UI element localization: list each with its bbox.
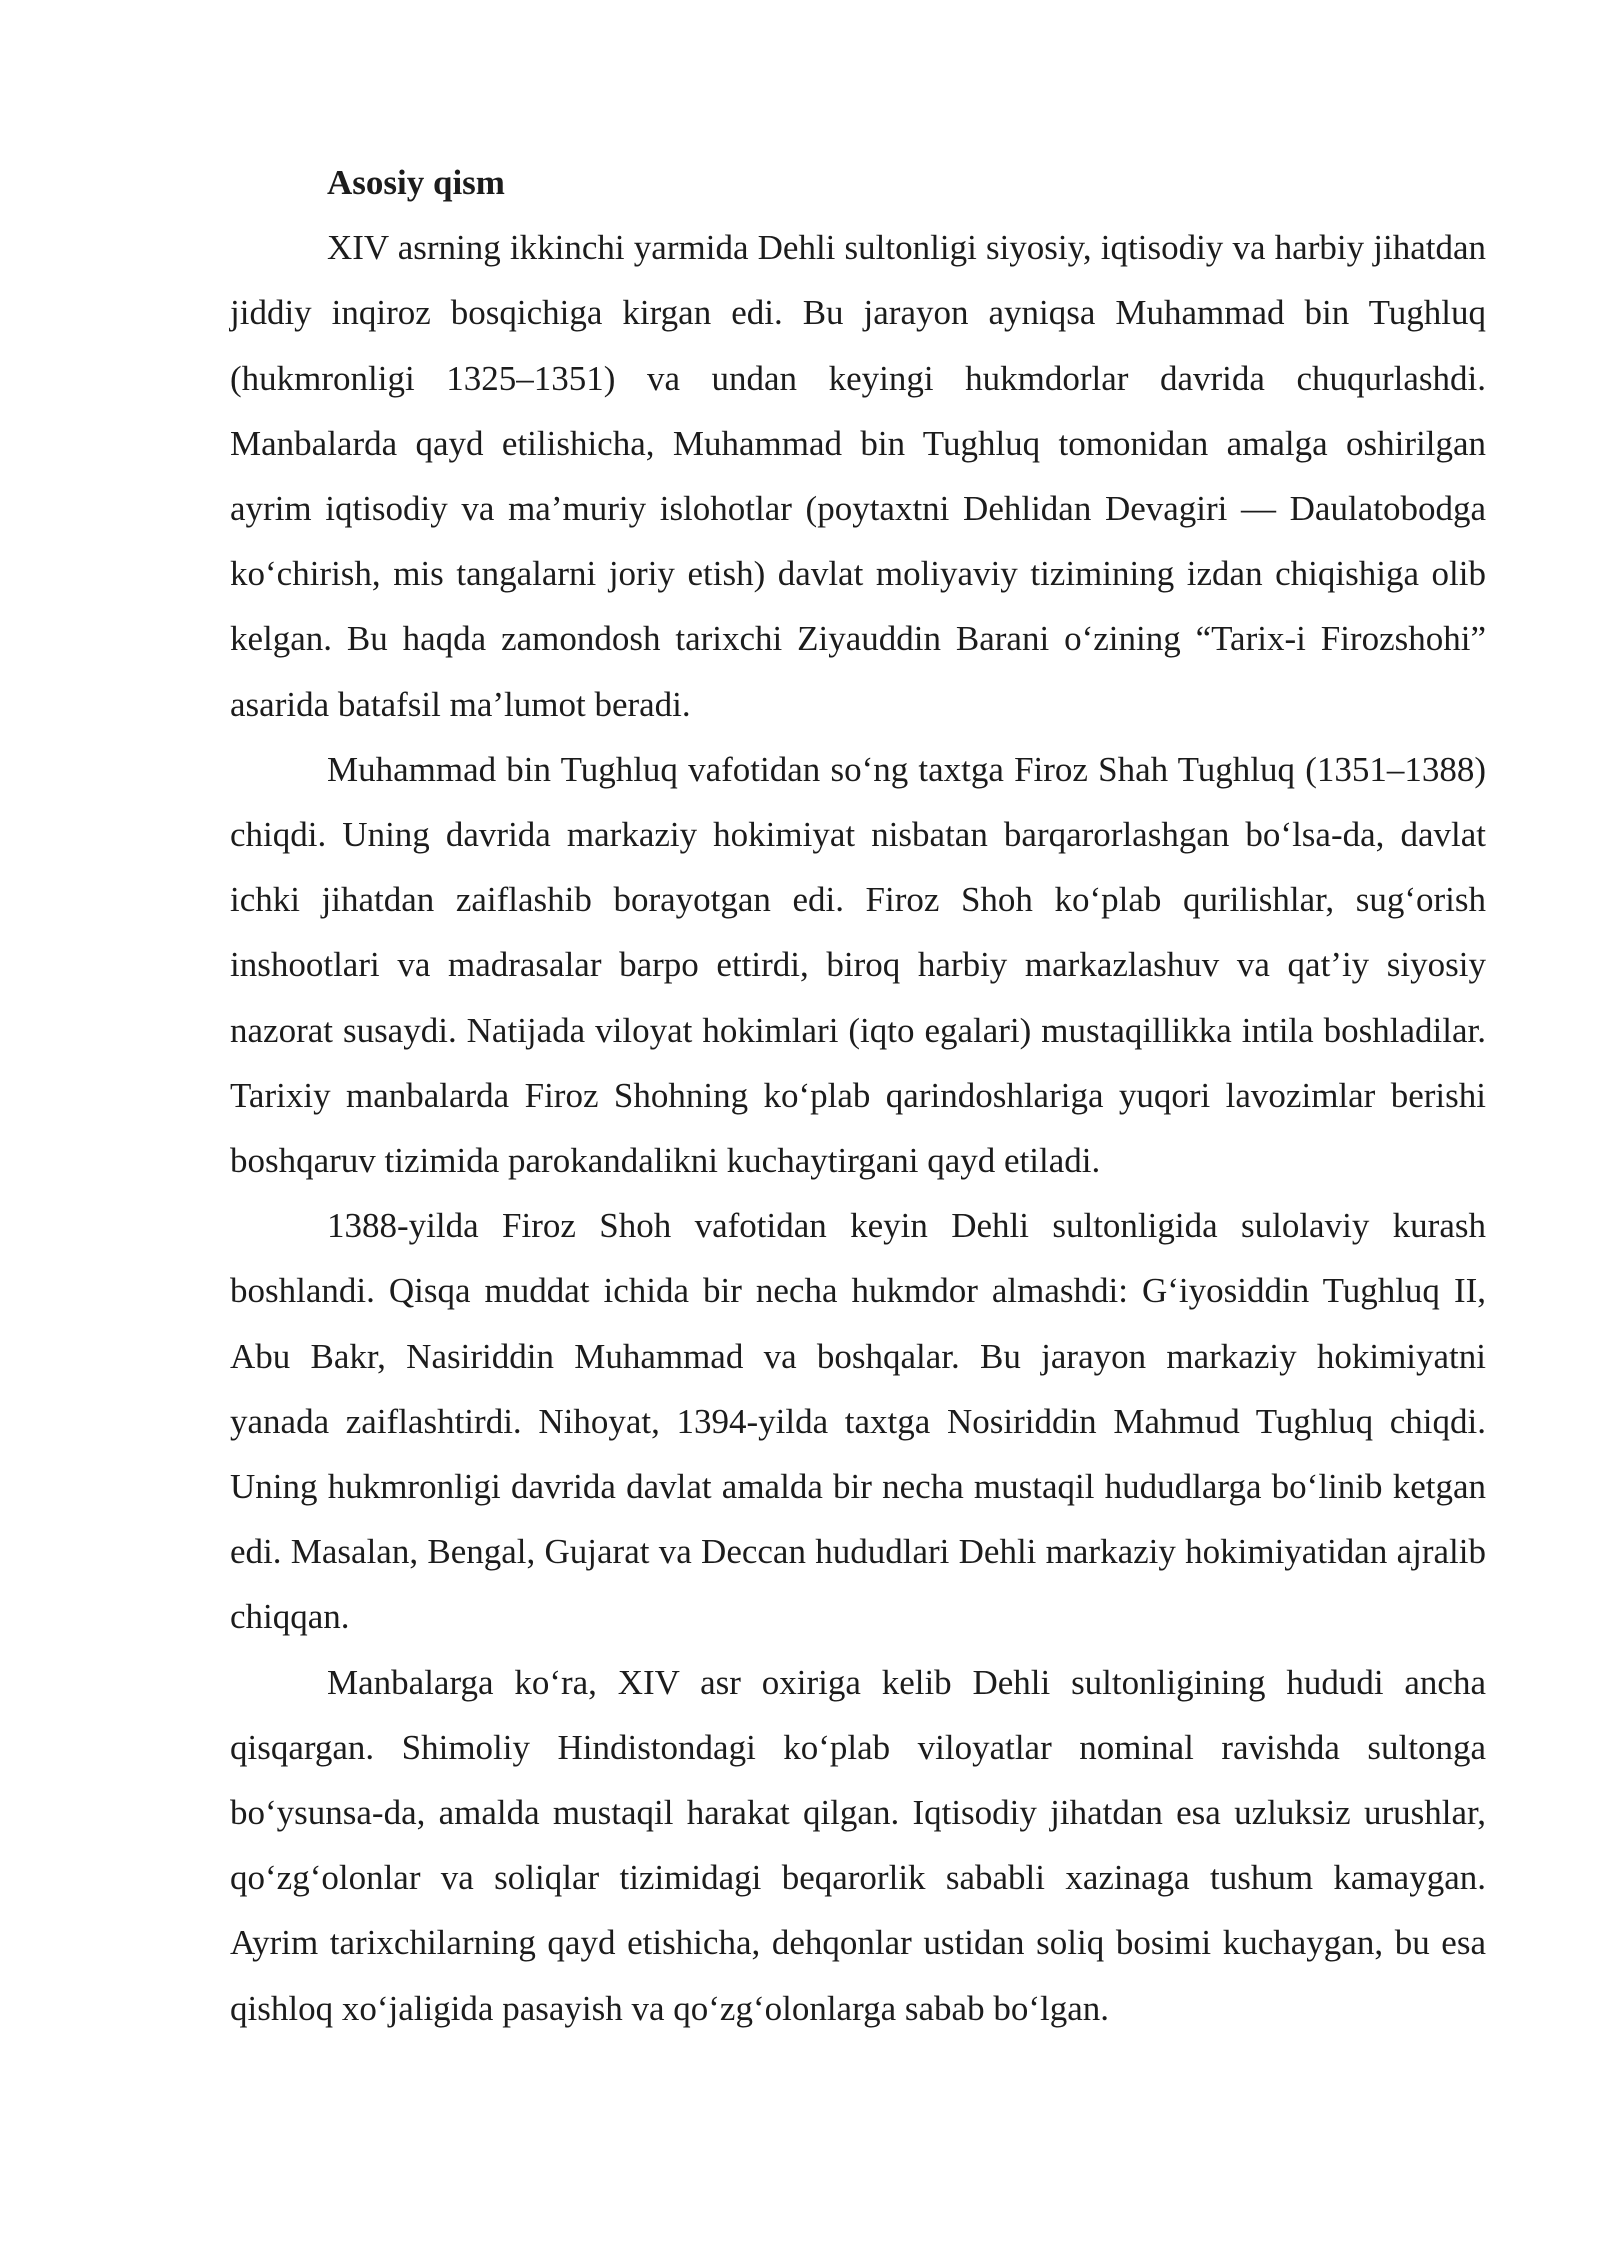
paragraph-2: Muhammad bin Tughluq vafotidan so‘ng taxtga Firoz Shah Tughluq (1351–1388) chiqdi. Uning davrida markaziy hokimiyat nisbatan barqarorlashgan bo‘lsa-da, davlat ichki jihatdan zaiflashib borayotgan edi. Firoz Shoh ko‘plab qurilishlar, sug‘orish inshootlari va madrasalar barpo ettirdi, biroq harbiy markazlashuv va qat’iy siyosiy nazorat susaydi. Natijada viloyat hokimlari (iqto egalari) mustaqillikka intila boshladilar. Tarixiy manbalarda Firoz Shohning ko‘plab qarindoshlariga yuqori lavozimlar berishi boshqaruv tizimida parokandalikni kuchaytirgani qayd etiladi.: [230, 749, 1486, 1181]
document-body: [230, 150, 1486, 2041]
section-heading: Asosiy qism: [327, 163, 505, 202]
paragraph-4: Manbalarga ko‘ra, XIV asr oxiriga kelib Dehli sultonligining hududi ancha qisqargan. Shimoliy Hindistondagi ko‘plab viloyatlar nominal ravishda sultonga bo‘ysunsa-da, amalda mustaqil harakat qilgan. Iqtisodiy jihatdan esa uzluksiz urushlar, qo‘zg‘olonlar va soliqlar tizimidagi beqarorlik sababli xazinaga tushum kamaygan. Ayrim tarixchilarning qayd etishicha, dehqonlar ustidan soliq bosimi kuchaygan, bu esa qishloq xo‘jaligida pasayish va qo‘zg‘olonlarga sabab bo‘lgan.: [230, 1662, 1486, 2028]
paragraph-1: XIV asrning ikkinchi yarmida Dehli sultonligi siyosiy, iqtisodiy va harbiy jihatdan jiddiy inqiroz bosqichiga kirgan edi. Bu jarayon ayniqsa Muhammad bin Tughluq (hukmronligi 1325–1351) va undan keyingi hukmdorlar davrida chuqurlashdi. Manbalarda qayd etilishicha, Muhammad bin Tughluq tomonidan amalga oshirilgan ayrim iqtisodiy va ma’muriy islohotlar (poytaxtni Dehlidan Devagiri — Daulatobodga ko‘chirish, mis tangalarni joriy etish) davlat moliyaviy tizimining izdan chiqishiga olib kelgan. Bu haqda zamondosh tarixchi Ziyauddin Barani o‘zining “Tarix-i Firozshohi” asarida batafsil ma’lumot beradi.: [230, 228, 1486, 724]
paragraph-3: 1388-yilda Firoz Shoh vafotidan keyin Dehli sultonligida sulolaviy kurash boshlandi. Qisqa muddat ichida bir necha hukmdor almashdi: G‘iyosiddin Tughluq II, Abu Bakr, Nasiriddin Muhammad va boshqalar. Bu jarayon markaziy hokimiyatni yanada zaiflashtirdi. Nihoyat, 1394-yilda taxtga Nosiriddin Mahmud Tughluq chiqdi. Uning hukmronligi davrida davlat amalda bir necha mustaqil hududlarga bo‘linib ketgan edi. Masalan, Bengal, Gujarat va Deccan hududlari Dehli markaziy hokimiyatidan ajralib chiqqan.: [230, 1206, 1486, 1637]
